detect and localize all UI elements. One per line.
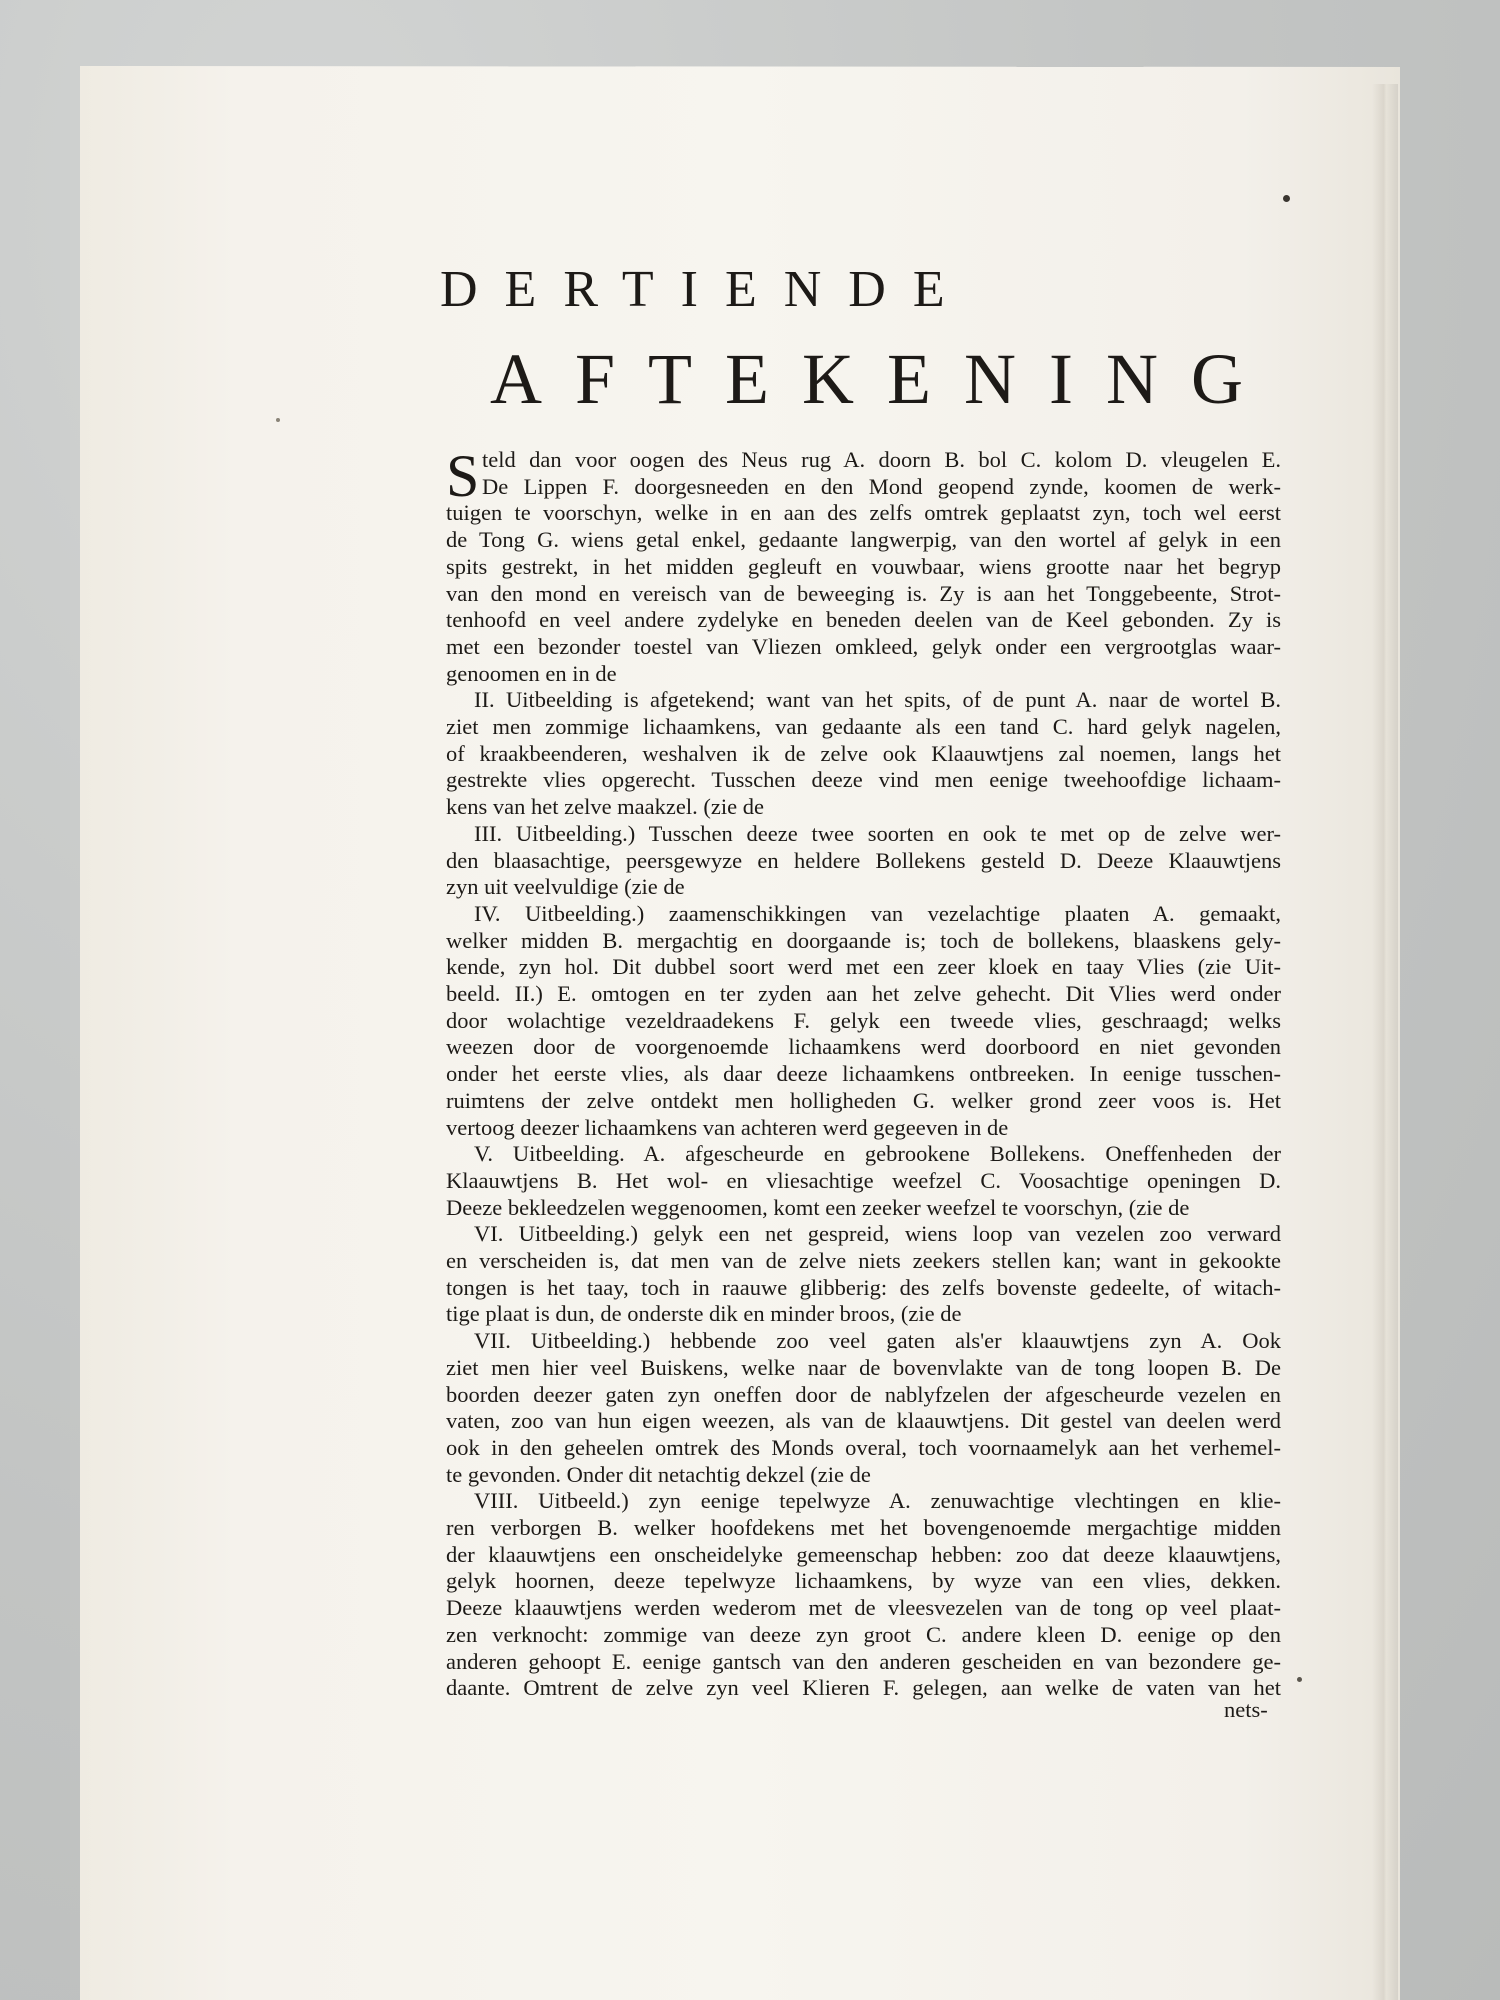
text-line: vaten, zoo van hun eigen weezen, als van de klaauwtjens. Dit gestel van deelen werd bbox=[446, 1408, 1281, 1434]
text-line: genoomen en in de bbox=[446, 660, 617, 686]
ink-speck bbox=[276, 418, 280, 422]
text-line: teld dan voor oogen des Neus rug A. doorn B. bol C. kolom D. vleugelen E. bbox=[482, 447, 1281, 472]
text-line: boorden deezer gaten zyn oneffen door de nablyfzelen der afgescheurde vezelen en bbox=[446, 1381, 1281, 1407]
text-line: tuigen te voorschyn, welke in en aan des zelfs omtrek geplaatst zyn, toch wel eerst bbox=[446, 500, 1281, 526]
text-line: VII. Uitbeelding.) hebbende zoo veel gaten als'er klaauwtjens zyn A. Ook bbox=[474, 1328, 1281, 1354]
text-line: III. Uitbeelding.) Tusschen deeze twee soorten en ook te met op de zelve wer- bbox=[474, 820, 1281, 846]
text-line: spits gestrekt, in het midden gegleuft en vouwbaar, wiens grootte naar het begryp bbox=[446, 553, 1281, 579]
text-line: met een bezonder toestel van Vliezen omkleed, gelyk onder een vergrootglas waar- bbox=[446, 633, 1281, 659]
text-line: ruimtens der zelve ontdekt men holligheden G. welker grond zeer voos is. Het bbox=[446, 1087, 1281, 1113]
text-line: of kraakbeenderen, weshalven ik de zelve ook Klaauwtjens zal noemen, langs het bbox=[446, 740, 1281, 766]
text-line: kens van het zelve maakzel. (zie de bbox=[446, 794, 764, 820]
body-text bbox=[446, 443, 1281, 1736]
text-line: II. Uitbeelding is afgetekend; want van het spits, of de punt A. naar de wortel B. bbox=[474, 687, 1281, 713]
text-line: zyn uit veelvuldige (zie de bbox=[446, 874, 685, 900]
text-line: en verscheiden is, dat men van de zelve niets zeekers stellen kan; want in gekookte bbox=[446, 1248, 1281, 1273]
text-line: te gevonden. Onder dit netachtig dekzel (zie de bbox=[446, 1461, 871, 1487]
heading-line-1: DERTIENDE bbox=[440, 261, 972, 318]
text-line: De Lippen F. doorgesneeden en den Mond geopend zynde, koomen de werk- bbox=[482, 473, 1281, 499]
text-line: VIII. Uitbeeld.) zyn eenige tepelwyze A. zenuwachtige vlechtingen en klie- bbox=[474, 1488, 1281, 1514]
drop-cap: S bbox=[446, 443, 480, 509]
paper-fold-edge bbox=[1372, 84, 1398, 2000]
text-line: ziet men hier veel Buiskens, welke naar de bovenvlakte van de tong loopen B. De bbox=[446, 1354, 1281, 1380]
catchword: nets- bbox=[1224, 1697, 1268, 1722]
text-line: weezen door de voorgenoemde lichaamkens werd doorboord en niet gevonden bbox=[446, 1034, 1281, 1060]
text-line: tige plaat is dun, de onderste dik en minder broos, (zie de bbox=[446, 1301, 962, 1327]
text-line: zen verknocht: zommige van deeze zyn groot C. andere kleen D. eenige op den bbox=[446, 1621, 1281, 1647]
text-line: den blaasachtige, peersgewyze en heldere Bollekens gesteld D. Deeze Klaauwtjens bbox=[446, 847, 1281, 873]
text-line: welker midden B. mergachtig en doorgaande is; toch de bollekens, blaaskens gely- bbox=[446, 927, 1281, 953]
text-line: ziet men zommige lichaamkens, van gedaante als een tand C. hard gelyk nagelen, bbox=[446, 714, 1281, 739]
text-line: VI. Uitbeelding.) gelyk een net gespreid, wiens loop van vezelen zoo verward bbox=[474, 1221, 1281, 1247]
text-line: ren verborgen B. welker hoofdekens met het bovengenoemde mergachtige midden bbox=[446, 1515, 1281, 1540]
text-line: vertoog deezer lichaamkens van achteren werd gegeeven in de bbox=[446, 1114, 1009, 1140]
text-line: onder het eerste vlies, als daar deeze lichaamkens ontbreeken. In eenige tusschen- bbox=[446, 1061, 1281, 1087]
text-line: ook in den geheelen omtrek des Monds overal, toch voornaamelyk aan het verhemel- bbox=[446, 1434, 1281, 1460]
ink-speck bbox=[1297, 1677, 1302, 1682]
text-line: Deeze bekleedzelen weggenoomen, komt een zeeker weefzel te voorschyn, (zie de bbox=[446, 1194, 1190, 1220]
text-line: tongen is het taay, toch in raauwe glibberig: des zelfs bovenste gedeelte, of witach- bbox=[446, 1274, 1281, 1300]
text-line: anderen gehoopt E. eenige gantsch van den anderen gescheiden en van bezondere ge- bbox=[446, 1648, 1281, 1674]
text-line: gelyk hoornen, deeze tepelwyze lichaamkens, by wyze van een vlies, dekken. bbox=[446, 1568, 1281, 1594]
heading-line-2: AFTEKENING bbox=[490, 339, 1276, 419]
text-line: V. Uitbeelding. A. afgescheurde en gebrookene Bollekens. Oneffenheden der bbox=[474, 1141, 1281, 1167]
text-line: Deeze klaauwtjens werden wederom met de vleesvezelen van de tong op veel plaat- bbox=[446, 1595, 1281, 1621]
text-line: kende, zyn hol. Dit dubbel soort werd met een zeer kloek en taay Vlies (zie Uit- bbox=[446, 954, 1281, 980]
text-line: IV. Uitbeelding.) zaamenschikkingen van vezelachtige plaaten A. gemaakt, bbox=[474, 900, 1281, 926]
text-line: beeld. II.) E. omtogen en ter zyden aan het zelve gehecht. Dit Vlies werd onder bbox=[446, 981, 1281, 1006]
text-line: daante. Omtrent de zelve zyn veel Klieren F. gelegen, aan welke de vaten van het bbox=[446, 1675, 1281, 1701]
ink-speck bbox=[1283, 195, 1290, 202]
text-line: door wolachtige vezeldraadekens F. gelyk een tweede vlies, geschraagd; welks bbox=[446, 1007, 1281, 1033]
text-line: van den mond en vereisch van de beweeging is. Zy is aan het Tonggebeente, Strot- bbox=[446, 580, 1281, 606]
text-line: tenhoofd en veel andere zydelyke en beneden deelen van de Keel gebonden. Zy is bbox=[446, 607, 1281, 633]
text-line: gestrekte vlies opgerecht. Tusschen deeze vind men eenige tweehoofdige lichaam- bbox=[446, 767, 1281, 793]
text-line: Klaauwtjens B. Het wol- en vliesachtige weefzel C. Voosachtige openingen D. bbox=[446, 1167, 1281, 1193]
text-line: der klaauwtjens een onscheidelyke gemeenschap hebben: zoo dat deeze klaauwtjens, bbox=[446, 1541, 1281, 1567]
text-line: de Tong G. wiens getal enkel, gedaante langwerpig, van den wortel af gelyk in een bbox=[446, 527, 1281, 553]
